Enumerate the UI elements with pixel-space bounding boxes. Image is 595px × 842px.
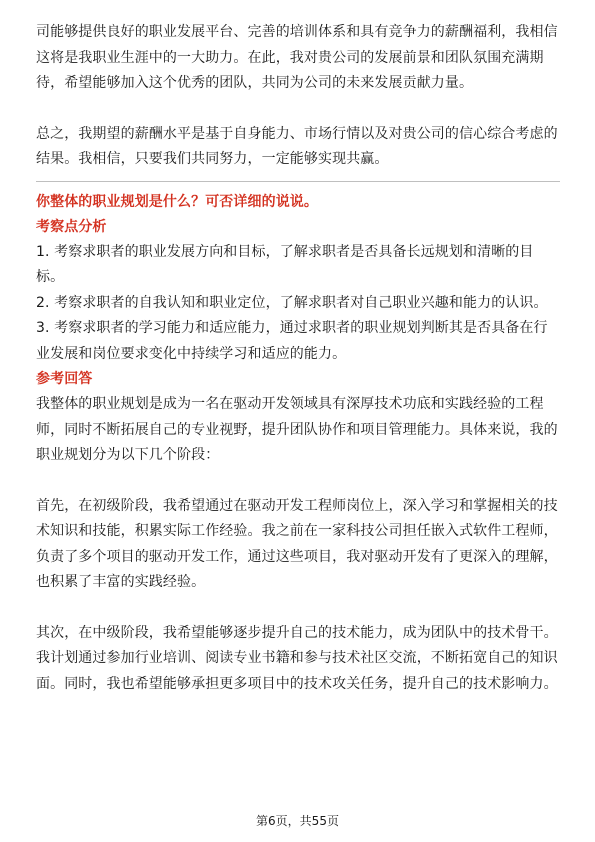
intro-paragraph-1: 司能够提供良好的职业发展平台、完善的培训体系和具有竞争力的薪酬福利，我相信这将是我职业生涯中的一大助力。在此，我对贵公司的发展前景和团队氛围充满期待，希望能够加入这个优秀的团队，共同为公司的未来发展贡献力量。 (36, 24, 558, 91)
answer-heading: 参考回答 (36, 371, 93, 387)
intro-paragraph-2: 总之，我期望的薪酬水平是基于自身能力、市场行情以及对贵公司的信心综合考虑的结果。我相信，只要我们共同努力，一定能够实现共赢。 (36, 125, 558, 167)
analysis-item-1: 1. 考察求职者的职业发展方向和目标，了解求职者是否具备长远规划和清晰的目标。 (36, 243, 534, 285)
page-footer: 第6页，共55页 (256, 814, 339, 828)
analysis-heading: 考察点分析 (36, 218, 107, 235)
answer-paragraph-2: 首先，在初级阶段，我希望通过在驱动开发工程师岗位上，深入学习和掌握相关的技术知识和技能，积累实际工作经验。我之前在一家科技公司担任嵌入式软件工程师，负责了多个项目的驱动开发工作，通过这些项目，我对驱动开发有了更深入的理解，也积累了丰富的实践经验。 (36, 497, 558, 590)
section-divider (36, 181, 560, 182)
answer-paragraph-3: 其次，在中级阶段，我希望能够逐步提升自己的技术能力，成为团队中的技术骨干。我计划通过参加行业培训、阅读专业书籍和参与技术社区交流，不断拓宽自己的知识面。同时，我也希望能够承担更多项目中的技术攻关任务，提升自己的技术影响力。 (36, 624, 558, 692)
analysis-item-2: 2. 考察求职者的自我认知和职业定位，了解求职者对自己职业兴趣和能力的认识。 (36, 294, 548, 311)
question-title: 你整体的职业规划是什么？可否详细的说说。 (36, 193, 318, 210)
answer-paragraph-1: 我整体的职业规划是成为一名在驱动开发领域具有深厚技术功底和实践经验的工程师，同时不断拓展自己的专业视野，提升团队协作和项目管理能力。具体来说，我的职业规划分为以下几个阶段： (36, 396, 558, 463)
document-page (36, 20, 560, 697)
analysis-item-3: 3. 考察求职者的学习能力和适应能力，通过求职者的职业规划判断其是否具备在行业发展和岗位要求变化中持续学习和适应的能力。 (36, 320, 548, 362)
